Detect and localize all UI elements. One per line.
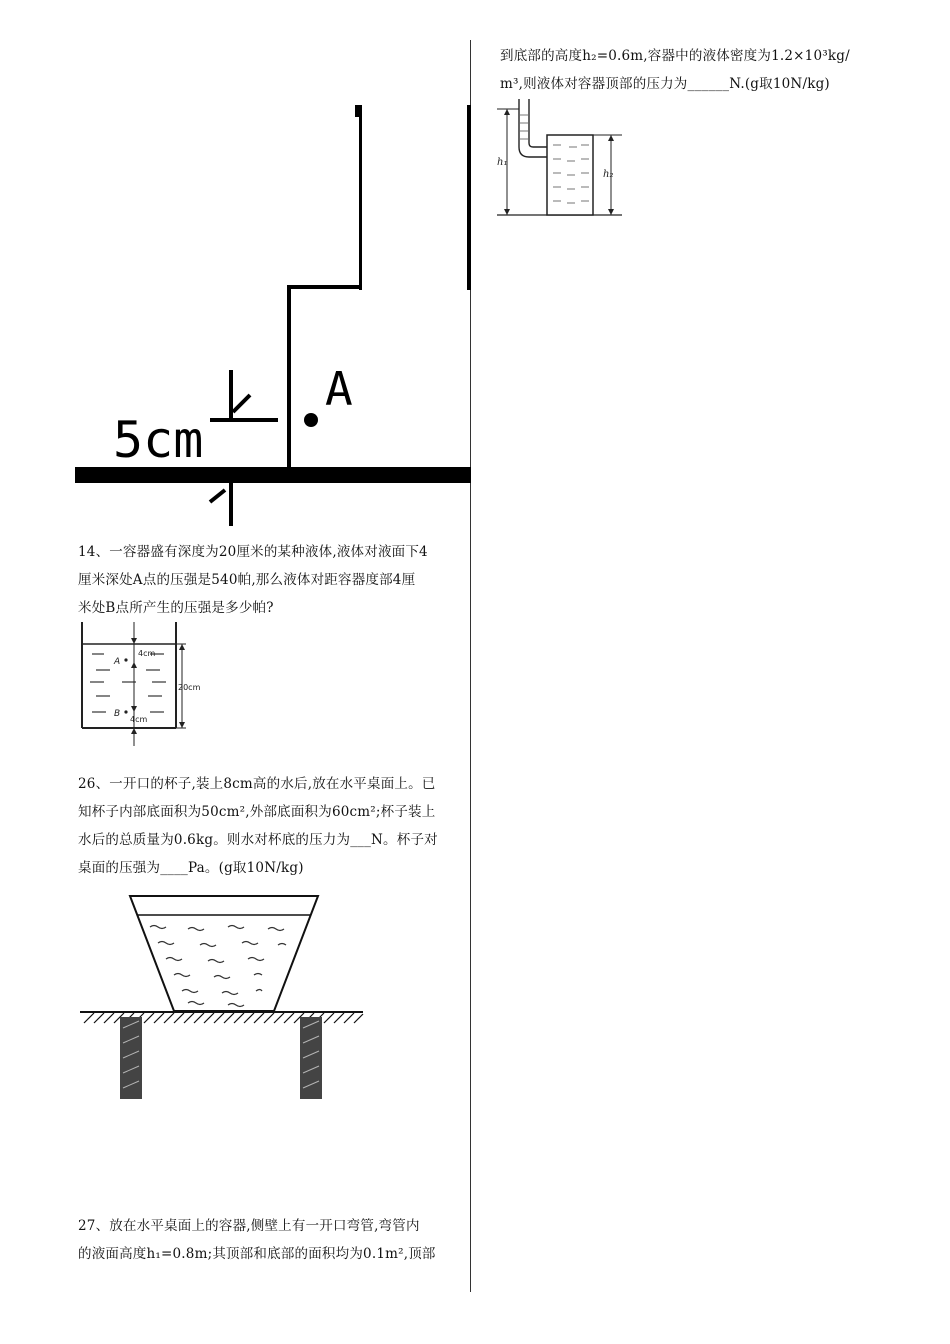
question-27-line-2: 的液面高度h₁=0.8m;其顶部和底部的面积均为0.1m²,顶部 — [78, 1246, 436, 1262]
question-26-line-4: 桌面的压强为____Pa。(g取10N/kg) — [78, 860, 304, 876]
question-26-line-3: 水后的总质量为0.6kg。则水对杯底的压力为___N。杯子对 — [78, 832, 438, 848]
question-27-continued — [500, 42, 850, 98]
question-27 — [78, 1212, 436, 1268]
question-26-line-1: 26、一开口的杯子,装上8cm高的水后,放在水平桌面上。已 — [78, 776, 436, 792]
question-14-line-2: 厘米深处A点的压强是540帕,那么液体对距容器度部4厘 — [78, 572, 416, 588]
question-14-line-1: 14、一容器盛有深度为20厘米的某种液体,液体对液面下4 — [78, 544, 428, 560]
label-4cm-top: 4cm — [138, 649, 156, 658]
label-b-small: B — [114, 709, 121, 719]
question-14-line-3: 米处B点所产生的压强是多少帕? — [78, 600, 274, 616]
question-26 — [78, 770, 438, 882]
question-27-cont-line-2: m³,则液体对容器顶部的压力为______N.(g取10N/kg) — [500, 76, 830, 92]
label-point-a: A — [325, 362, 353, 416]
question-14 — [78, 538, 428, 622]
label-5cm: 5cm — [113, 411, 204, 469]
q14-container-figure — [78, 620, 218, 750]
cup-on-table-figure — [78, 893, 388, 1113]
question-27-line-1: 27、放在水平桌面上的容器,侧壁上有一开口弯管,弯管内 — [78, 1218, 420, 1234]
container-wall-figure — [75, 100, 475, 530]
bent-tube-container-figure — [497, 95, 627, 220]
label-4cm-bottom: 4cm — [130, 715, 148, 724]
label-a-small: A — [114, 657, 121, 667]
label-h2: h₂ — [603, 169, 614, 180]
question-27-cont-line-1: 到底部的高度h₂=0.6m,容器中的液体密度为1.2×10³kg/ — [500, 48, 850, 64]
label-h1: h₁ — [497, 157, 508, 168]
label-20cm: 20cm — [178, 683, 201, 692]
question-26-line-2: 知杯子内部底面积为50cm²,外部底面积为60cm²;杯子装上 — [78, 804, 436, 820]
